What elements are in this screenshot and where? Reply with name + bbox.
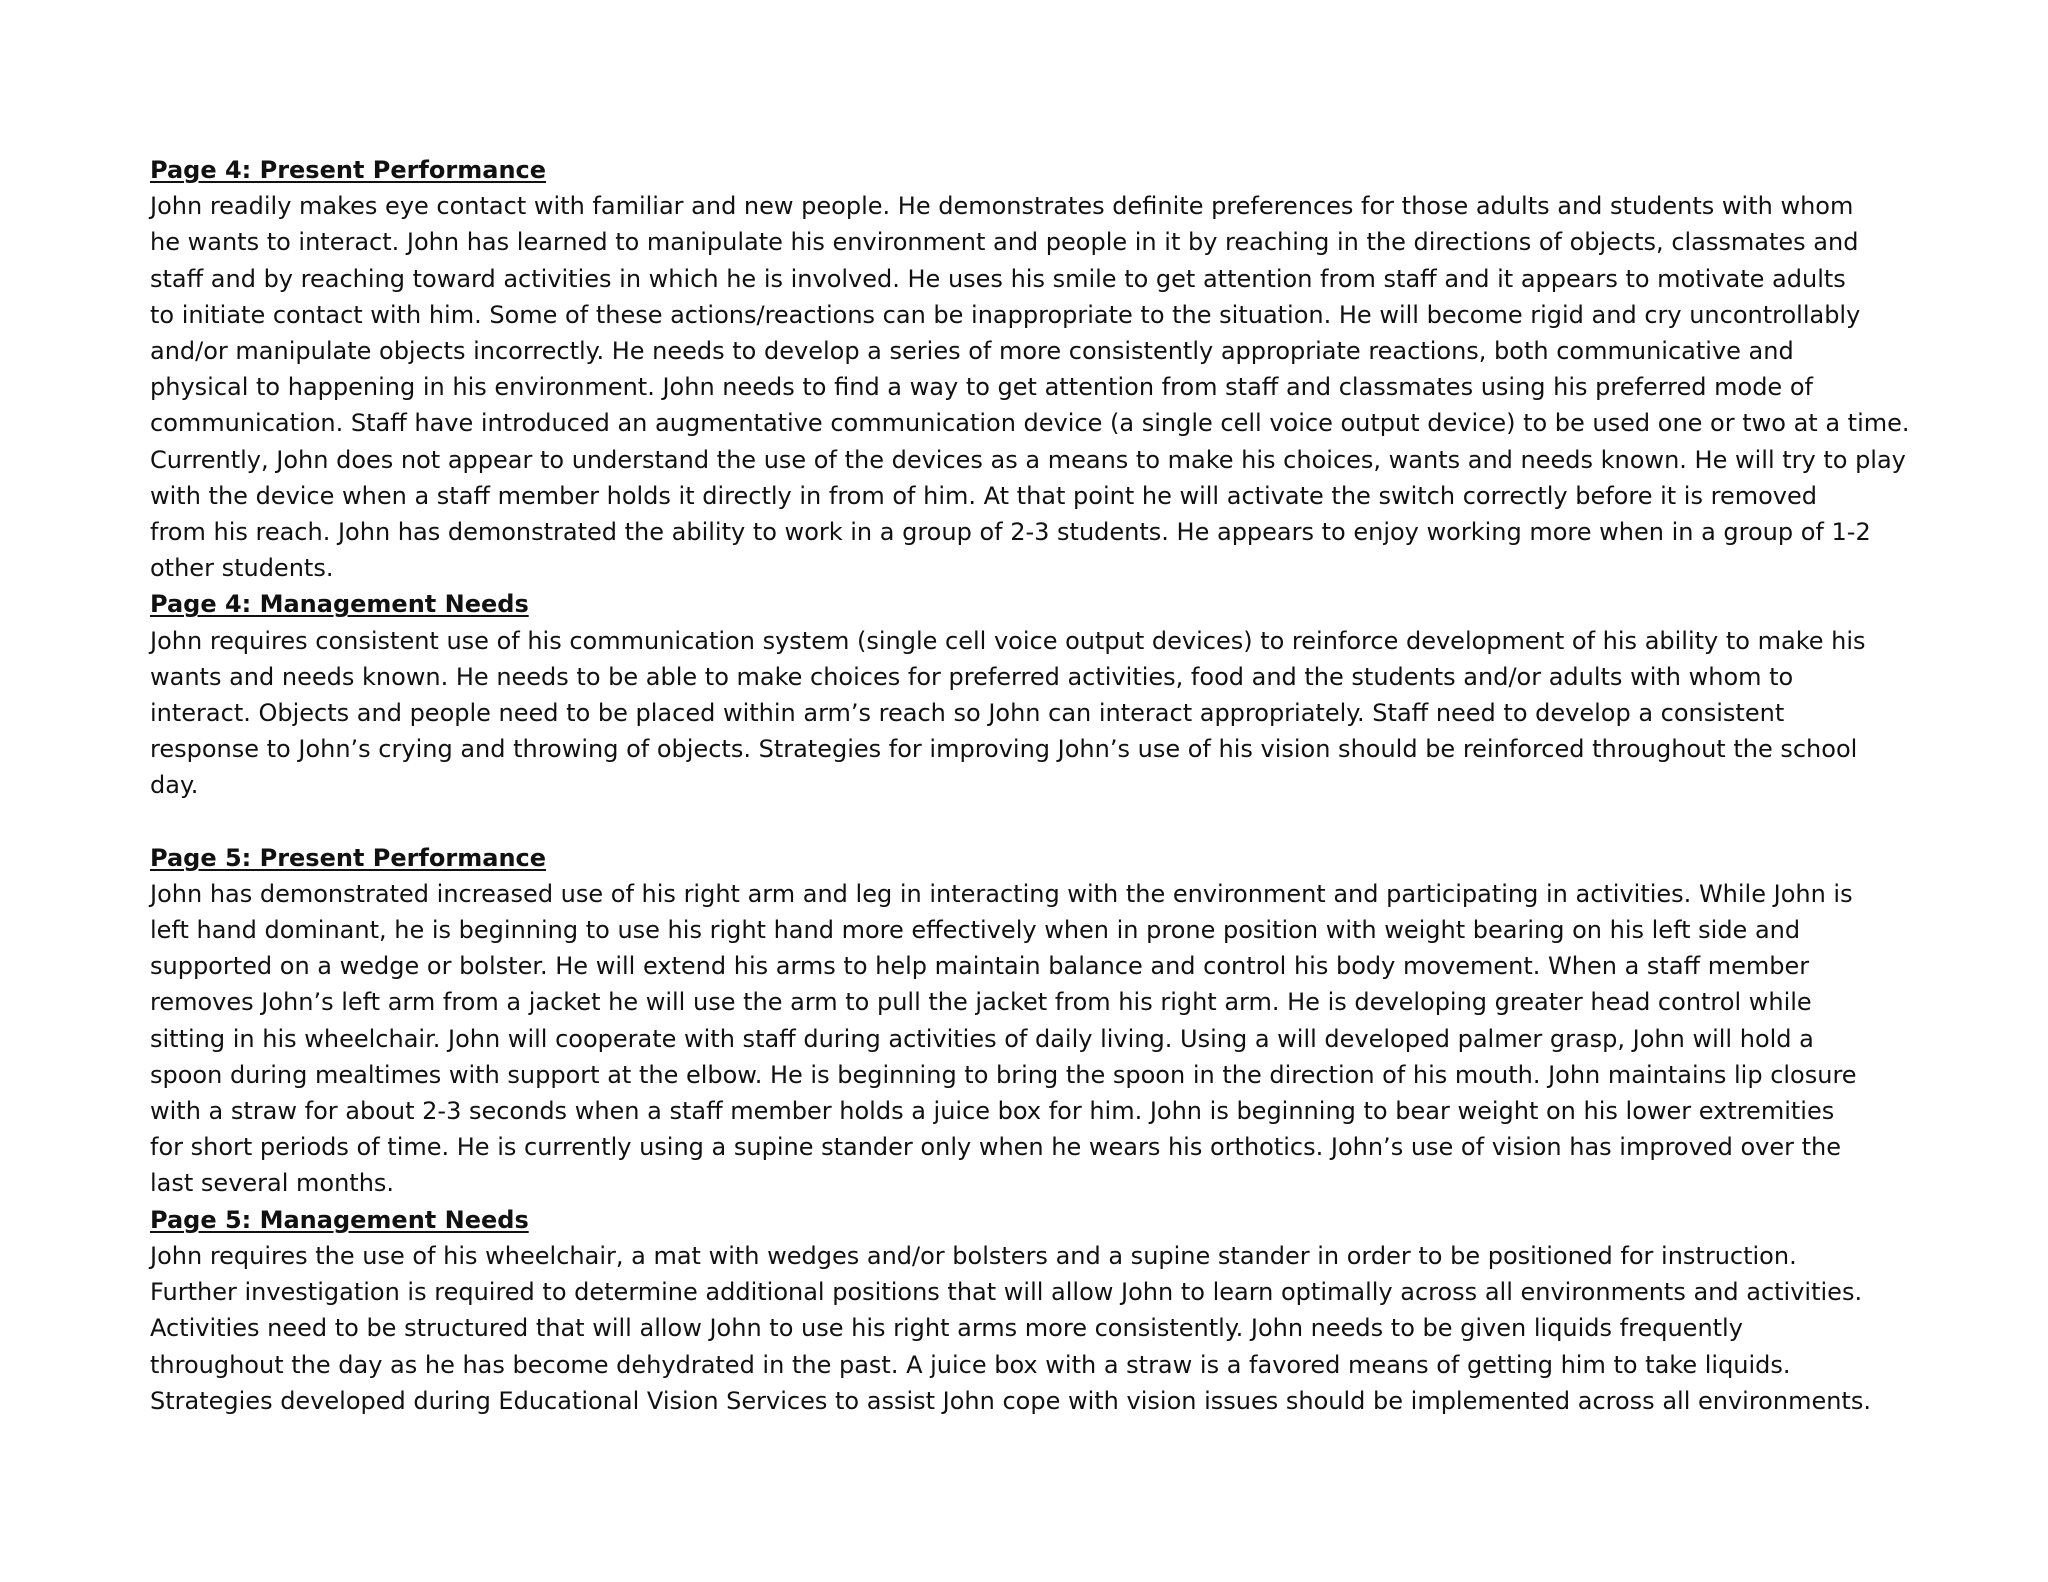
text-line: removes John’s left arm from a jacket he will use the arm to pull the jacket from his right arm. He is developing greater head control while: [150, 988, 1812, 1017]
section-page4-management-needs: [150, 586, 1920, 803]
text-line: Activities need to be structured that will allow John to use his right arms more consistently. John needs to be given liquids frequently: [150, 1314, 1743, 1343]
text-line: John requires the use of his wheelchair, a mat with wedges and/or bolsters and a supine stander in order to be positioned for instruction.: [150, 1241, 1797, 1270]
section-body: [150, 188, 1920, 586]
text-line: response to John’s crying and throwing of objects. Strategies for improving John’s use of his vision should be reinforced throughout the school: [150, 735, 1858, 764]
text-line: with the device when a staff member holds it directly in from of him. At that point he will activate the switch correctly before it is removed: [150, 481, 1817, 510]
text-line: and/or manipulate objects incorrectly. He needs to develop a series of more consistently appropriate reactions, both communicative and: [150, 337, 1794, 366]
section-heading: Page 4: Present Performance: [150, 156, 547, 184]
section-heading: Page 5: Present Performance: [150, 843, 547, 872]
text-line: sitting in his wheelchair. John will cooperate with staff during activities of daily living. Using a will developed palmer grasp, John will hold a: [150, 1024, 1814, 1053]
text-line: to initiate contact with him. Some of these actions/reactions can be inappropriate to the situation. He will become rigid and cry uncontrollably: [150, 300, 1861, 329]
text-line: interact. Objects and people need to be placed within arm’s reach so John can interact appropriately. Staff need to develop a consistent: [150, 699, 1785, 728]
text-line: other students.: [150, 554, 334, 583]
text-line: for short periods of time. He is currently using a supine stander only when he wears his orthotics. John’s use of vision has improved over the: [150, 1133, 1841, 1162]
text-line: spoon during mealtimes with support at the elbow. He is beginning to bring the spoon in the direction of his mouth. John maintains lip closure: [150, 1060, 1857, 1089]
text-line: with a straw for about 2-3 seconds when a staff member holds a juice box for him. John is beginning to bear weight on his lower extremities: [150, 1097, 1835, 1126]
section-body: [150, 1238, 1920, 1419]
text-line: from his reach. John has demonstrated the ability to work in a group of 2-3 students. He appears to enjoy working more when in a group of 1-2: [150, 518, 1871, 547]
text-line: staff and by reaching toward activities in which he is involved. He uses his smile to get attention from staff and it appears to motivate adults: [150, 264, 1846, 293]
text-line: he wants to interact. John has learned to manipulate his environment and people in it by reaching in the directions of objects, classmates and: [150, 228, 1859, 257]
section-page5-management-needs: [150, 1202, 1920, 1419]
document-page: [150, 152, 1920, 1419]
section-heading: Page 4: Management Needs: [150, 590, 529, 619]
text-line: John requires consistent use of his communication system (single cell voice output devices) to reinforce development of his ability to make his: [150, 626, 1866, 655]
text-line: communication. Staff have introduced an augmentative communication device (a single cell voice output device) to be used one or two at a time.: [150, 409, 1910, 438]
text-line: Strategies developed during Educational Vision Services to assist John cope with vision issues should be implemented across all environments.: [150, 1386, 1871, 1415]
text-line: John has demonstrated increased use of his right arm and leg in interacting with the environment and participating in activities. While John is: [150, 879, 1853, 908]
section-page4-present-performance: [150, 152, 1920, 586]
section-spacer: [150, 804, 1920, 840]
text-line: physical to happening in his environment. John needs to find a way to get attention from staff and classmates using his preferred mode of: [150, 373, 1813, 402]
text-line: supported on a wedge or bolster. He will extend his arms to help maintain balance and control his body movement. When a staff member: [150, 952, 1810, 981]
text-line: John readily makes eye contact with familiar and new people. He demonstrates definite preferences for those adults and students with whom: [150, 192, 1854, 221]
section-heading: Page 5: Management Needs: [150, 1205, 529, 1234]
section-page5-present-performance: [150, 840, 1920, 1202]
text-line: Currently, John does not appear to understand the use of the devices as a means to make his choices, wants and needs known. He will try to play: [150, 445, 1906, 474]
text-line: left hand dominant, he is beginning to use his right hand more effectively when in prone position with weight bearing on his left side and: [150, 916, 1801, 945]
section-body: [150, 876, 1920, 1202]
text-line: day.: [150, 771, 199, 800]
text-line: wants and needs known. He needs to be able to make choices for preferred activities, food and the students and/or adults with whom to: [150, 662, 1794, 691]
text-line: last several months.: [150, 1169, 395, 1198]
section-body: [150, 623, 1920, 804]
text-line: throughout the day as he has become dehydrated in the past. A juice box with a straw is a favored means of getting him to take liquids.: [150, 1350, 1791, 1379]
text-line: Further investigation is required to determine additional positions that will allow John to learn optimally across all environments and activities.: [150, 1278, 1863, 1307]
